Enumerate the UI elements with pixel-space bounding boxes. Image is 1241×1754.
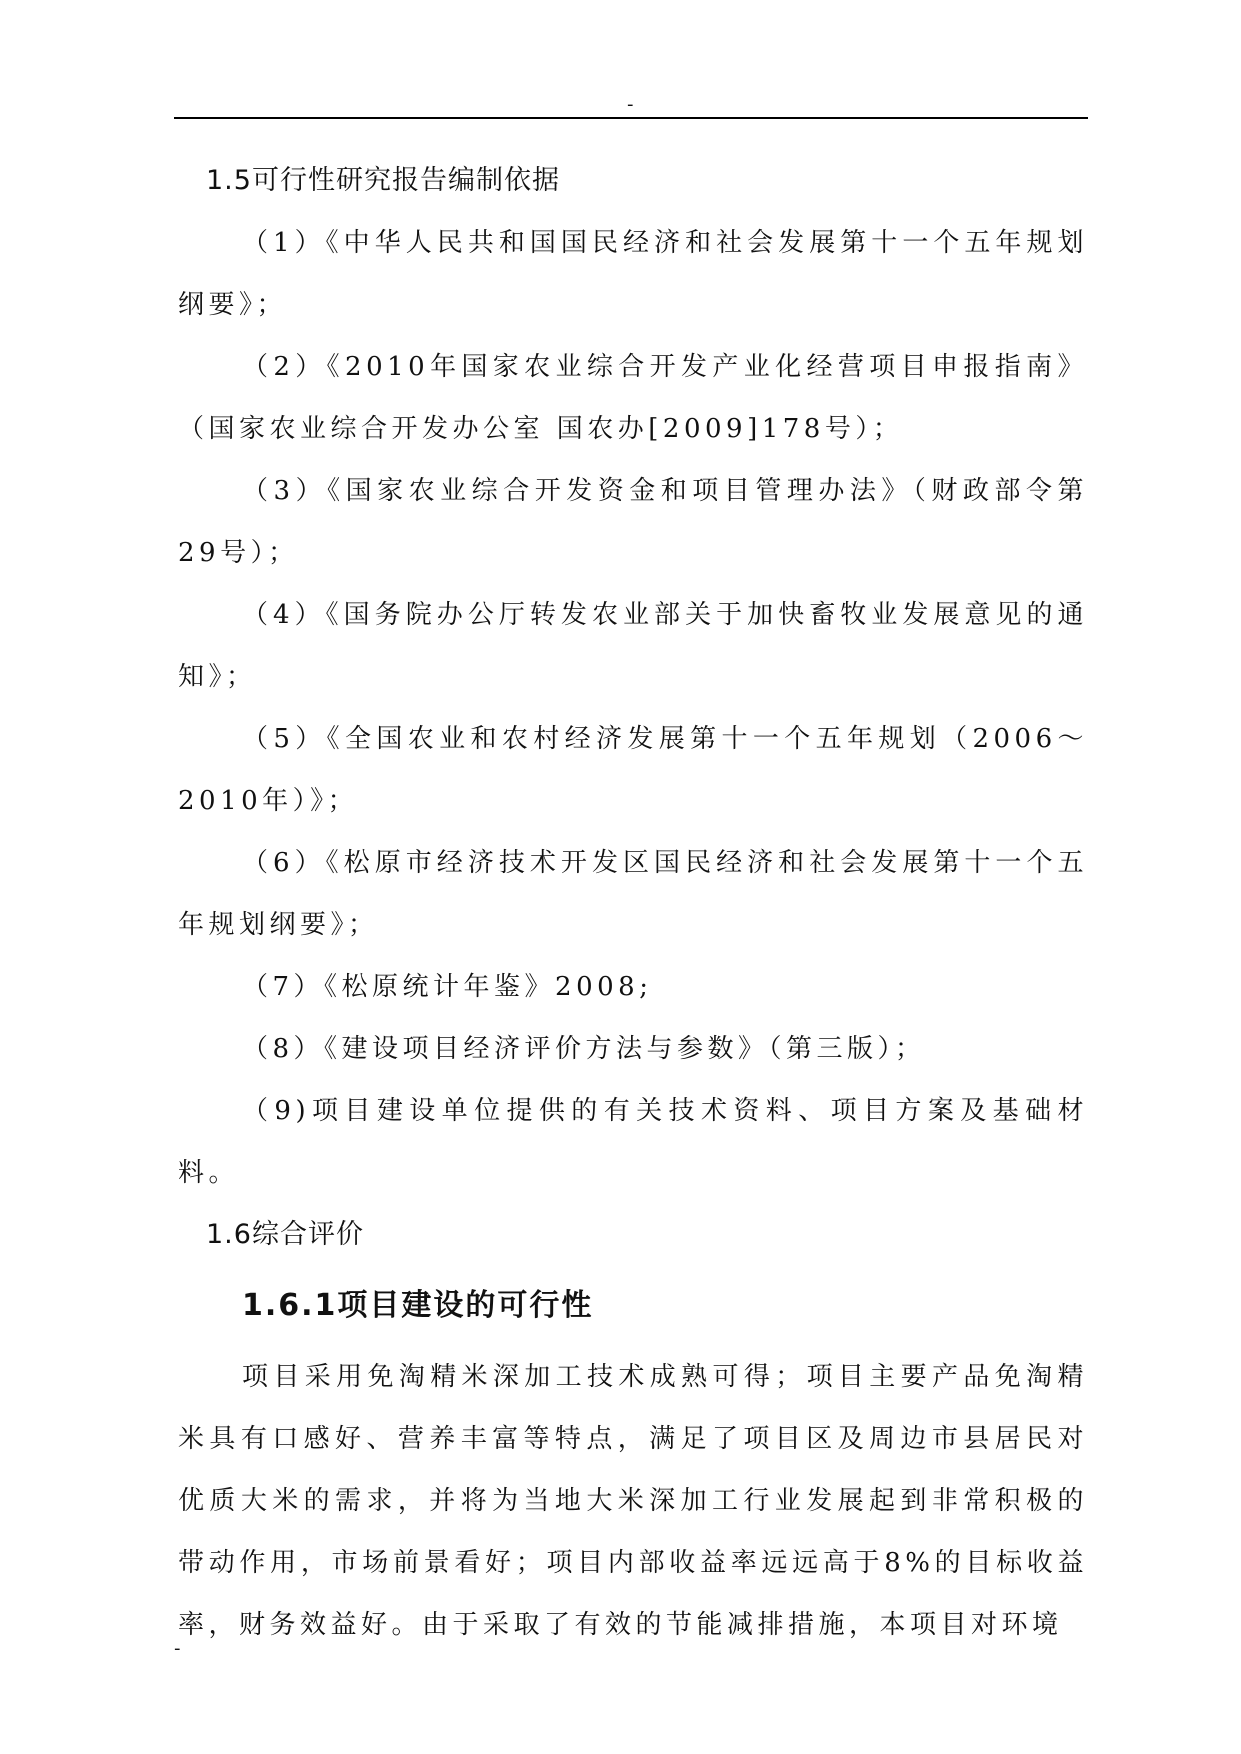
reference-item: （5）《全国农业和农村经济发展第十一个五年规划（2006～2010年）》； [178, 724, 1088, 816]
subsection-heading-1-6-1: 1.6.1项目建设的可行性 [242, 1288, 594, 1323]
reference-item: （6）《松原市经济技术开发区国民经济和社会发展第十一个五年规划纲要》； [178, 848, 1088, 940]
reference-item: （3）《国家农业综合开发资金和项目管理办法》（财政部令第29号）； [178, 476, 1088, 568]
section-heading-1-6: 1.6综合评价 [206, 1219, 364, 1250]
header-rule [174, 117, 1088, 119]
document-body [178, 150, 1088, 1656]
reference-item: （2）《2010年国家农业综合开发产业化经营项目申报指南》（国家农业综合开发办公室 国农办[2009]178号）； [178, 352, 1088, 444]
reference-item: （8）《建设项目经济评价方法与参数》（第三版）； [242, 1034, 926, 1064]
section-heading-1-5: 1.5可行性研究报告编制依据 [206, 165, 560, 196]
reference-item: （9)项目建设单位提供的有关技术资料、项目方案及基础材料。 [178, 1096, 1088, 1188]
reference-item: （7）《松原统计年鉴》2008; [242, 972, 653, 1002]
header-mark: - [627, 94, 634, 115]
reference-item: （1）《中华人民共和国国民经济和社会发展第十一个五年规划纲要》； [178, 228, 1088, 320]
reference-item: （4）《国务院办公厅转发农业部关于加快畜牧业发展意见的通知》； [178, 600, 1088, 692]
footer-mark: - [174, 1638, 181, 1659]
body-paragraph: 项目采用免淘精米深加工技术成熟可得；项目主要产品免淘精米具有口感好、营养丰富等特点，满足了项目区及周边市县居民对优质大米的需求，并将为当地大米深加工行业发展起到非常积极的带动作用，市场前景看好；项目内部收益率远远高于8%的目标收益率，财务效益好。由于采取了有效的节能减排措施，本项目对环境 [178, 1362, 1088, 1640]
